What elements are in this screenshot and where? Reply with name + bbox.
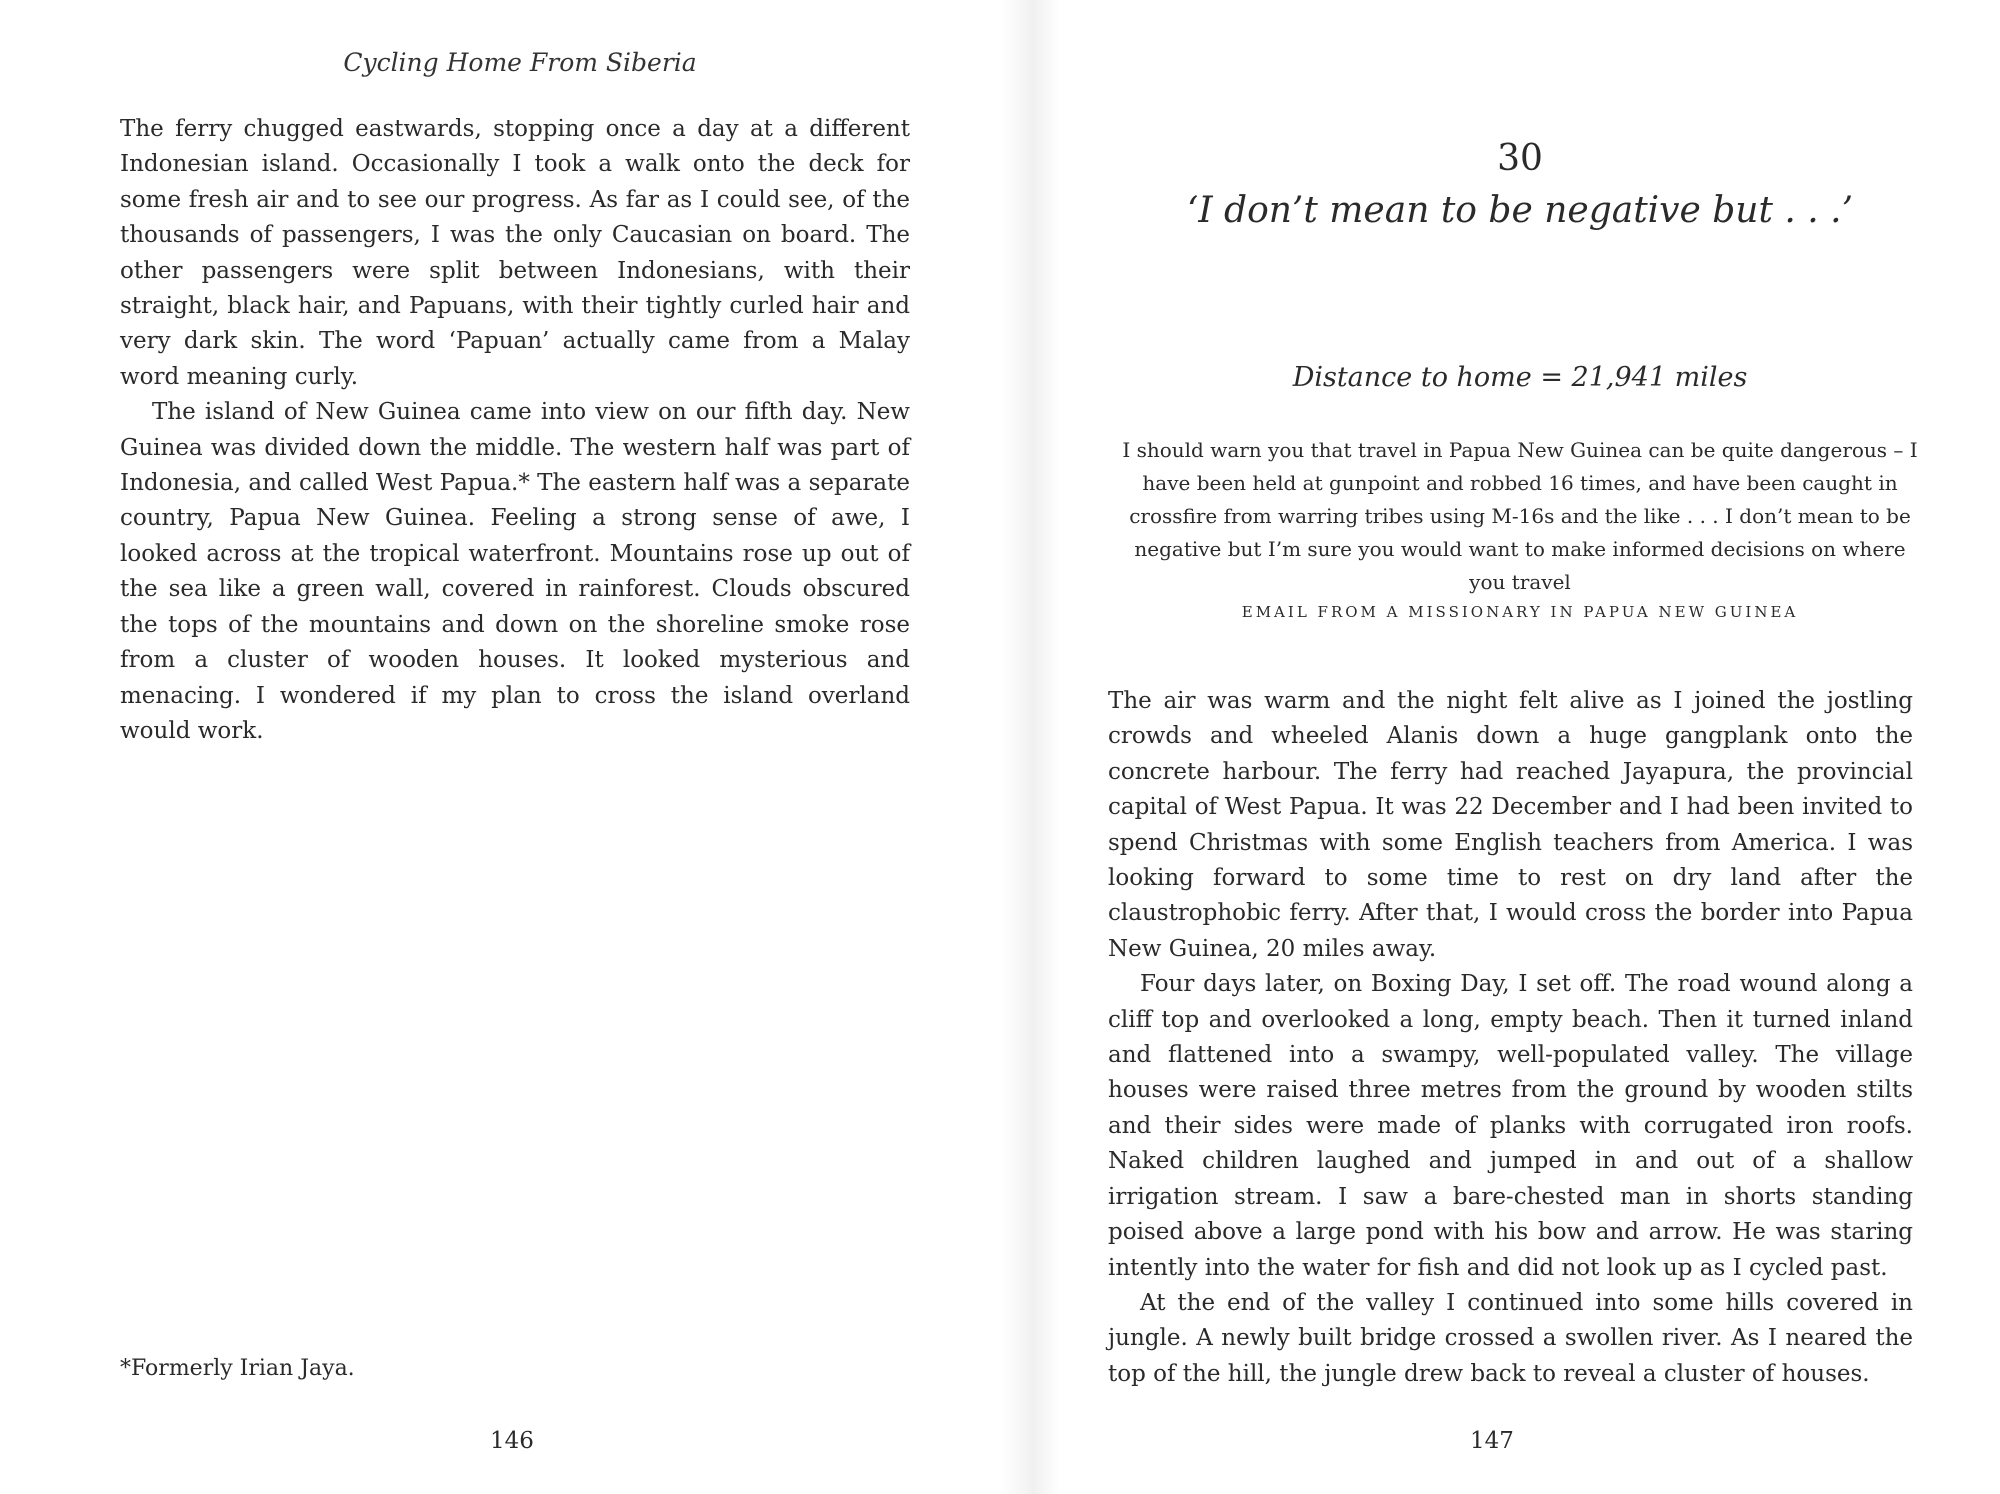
page-number-left: 146 [490,1428,534,1454]
epigraph-source: EMAIL FROM A MISSIONARY IN PAPUA NEW GUINEA [1241,603,1799,621]
footnote: *Formerly Irian Jaya. [120,1356,355,1381]
page-number-right: 147 [1470,1428,1514,1454]
paragraph: At the end of the valley I continued into some hills covered in jungle. A newly built bridge crossed a swollen river. As I neared the top of the hill, the jungle drew back to reveal a cluster of houses. [1108,1289,1913,1387]
running-head: Cycling Home From Siberia [343,48,697,77]
chapter-number: 30 [1497,138,1543,179]
paragraph: The island of New Guinea came into view on our fifth day. New Guinea was divided down the middle. The western half was part of Indonesia, and called West Papua.* The eastern half was a separate country, Papua New Guinea. Feeling a strong sense of awe, I looked across at the tropical waterfront. Mountains rose up out of the sea like a green wall, covered in rainforest. Clouds obscured the tops of the mountains and down on the shoreline smoke rose from a cluster of wooden houses. It looked mysterious and menacing. I wondered if my plan to cross the island overland would work. [120,399,910,744]
paragraph: The air was warm and the night felt alive as I joined the jostling crowds and wheeled Alanis down a huge gangplank onto the concrete harbour. The ferry had reached Jayapura, the provincial capital of West Papua. It was 22 December and I had been invited to spend Christmas with some English teachers from America. I was looking forward to some time to rest on dry land after the claustrophobic ferry. After that, I would cross the border into Papua New Guinea, 20 miles away. [1108,688,1913,962]
paragraph: The ferry chugged eastwards, stopping once a day at a different Indonesian island. Occasionally I took a walk onto the deck for some fresh air and to see our progress. As far as I could see, of the thousands of passengers, I was the only Caucasian on board. The other passengers were split between Indonesians, with their straight, black hair, and Papuans, with their tightly curled hair and very dark skin. The word ‘Papuan’ actually came from a Malay word meaning curly. [120,116,910,390]
left-page-body [120,112,910,749]
chapter-title: ‘I don’t mean to be negative but . . .’ [1186,190,1854,231]
epigraph: I should warn you that travel in Papua New Guinea can be quite dangerous – I have been held at gunpoint and robbed 16 times, and have been caught in crossfire from warring tribes using M-16s and the like . . . I don’t mean to be negative but I’m sure you would want to make informed decisions on where you travel [1122,438,1918,594]
right-page [1020,0,2000,1494]
paragraph: Four days later, on Boxing Day, I set off. The road wound along a cliff top and overlooked a long, empty beach. Then it turned inland and flattened into a swampy, well-populated valley. The village houses were raised three metres from the ground by wooden stilts and their sides were made of planks with corrugated iron roofs. Naked children laughed and jumped in and out of a shallow irrigation stream. I saw a bare-chested man in shorts standing poised above a large pond with his bow and arrow. He was staring intently into the water for fish and did not look up as I cycled past. [1108,971,1913,1281]
distance-to-home: Distance to home = 21,941 miles [1292,362,1748,393]
right-page-body [1108,684,1913,1392]
